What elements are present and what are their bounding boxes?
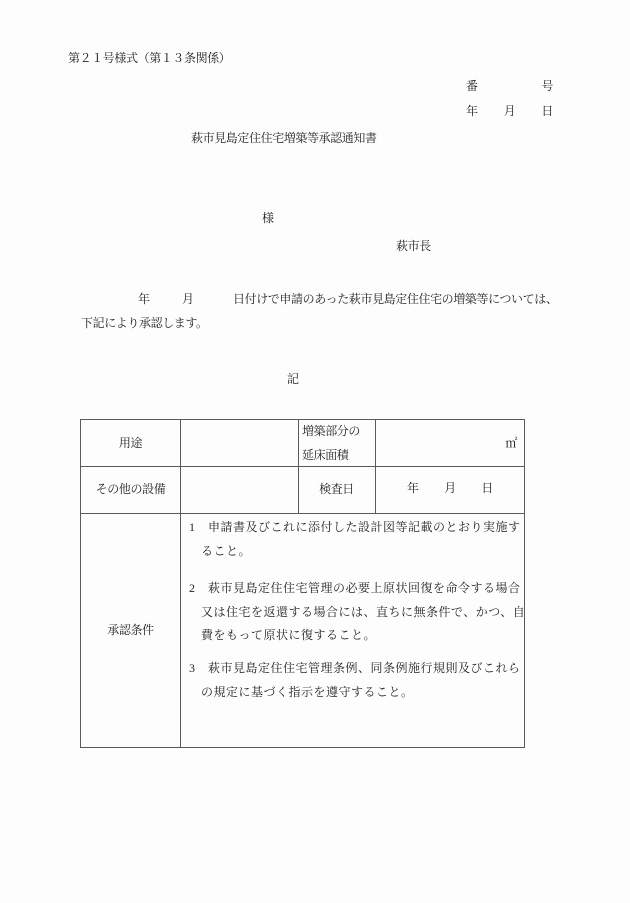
usage-label-cell: 用途	[118, 435, 143, 450]
approval-condition-2-line-2: 又は住宅を返還する場合には、直ちに無条件で、かつ、自	[201, 605, 526, 619]
approval-condition-3-line-2: の規定に基づく指示を遵守すること。	[201, 685, 414, 699]
approval-condition-2-line-1: 2 萩市見島定住住宅管理の必要上原状回復を命令する場合	[189, 581, 521, 595]
approval-condition-1-line-2: ること。	[201, 544, 252, 558]
doc-number-line	[466, 80, 553, 93]
approval-table	[80, 419, 525, 748]
issue-date-line	[466, 105, 553, 118]
inspection-date-month-label: 月	[444, 481, 456, 495]
form-number: 第２１号様式（第１３条関係）	[68, 51, 231, 65]
doc-number-label-go: 号	[541, 79, 553, 93]
inspection-date-day-label: 日	[481, 481, 493, 495]
issue-date-day-label: 日	[541, 104, 553, 118]
body-month-label: 月	[182, 292, 194, 306]
body-line2-text: 下記により承認します。	[81, 316, 208, 330]
approval-condition-3-line-1: 3 萩市見島定住住宅管理条例、同条例施行規則及びこれら	[189, 661, 521, 675]
issue-date-month-label: 月	[503, 104, 516, 118]
approval-condition-2-line-3: 費をもって原状に復すること。	[201, 628, 377, 642]
inspection-label-cell: 検査日	[319, 482, 354, 496]
inspection-date-line	[407, 482, 493, 495]
recipient-honorific: 様	[262, 211, 274, 225]
approval-condition-1-line-1: 1 申請書及びこれに添付した設計図等記載のとおり実施す	[189, 520, 521, 534]
other-equipment-label-cell: その他の設備	[95, 482, 166, 496]
extension-area-label-line2: 延床面積	[302, 448, 349, 462]
section-mark: 記	[287, 372, 299, 386]
approval-conditions-label-cell: 承認条件	[107, 622, 154, 637]
document-title: 萩市見島定住住宅増築等承認通知書	[191, 131, 377, 145]
extension-area-label-line1: 増築部分の	[302, 424, 361, 438]
issue-date-year-label: 年	[466, 104, 478, 118]
area-unit-cell: ㎡	[505, 435, 517, 450]
body-line1-text: 日付けで申請のあった萩市見島定住住宅の増築等については、	[233, 292, 558, 306]
issuer-name: 萩市長	[396, 239, 431, 253]
body-year-label: 年	[138, 292, 150, 306]
doc-number-label-ban: 番	[466, 79, 478, 93]
table-rule-col1	[180, 420, 181, 747]
inspection-date-year-label: 年	[407, 481, 419, 495]
